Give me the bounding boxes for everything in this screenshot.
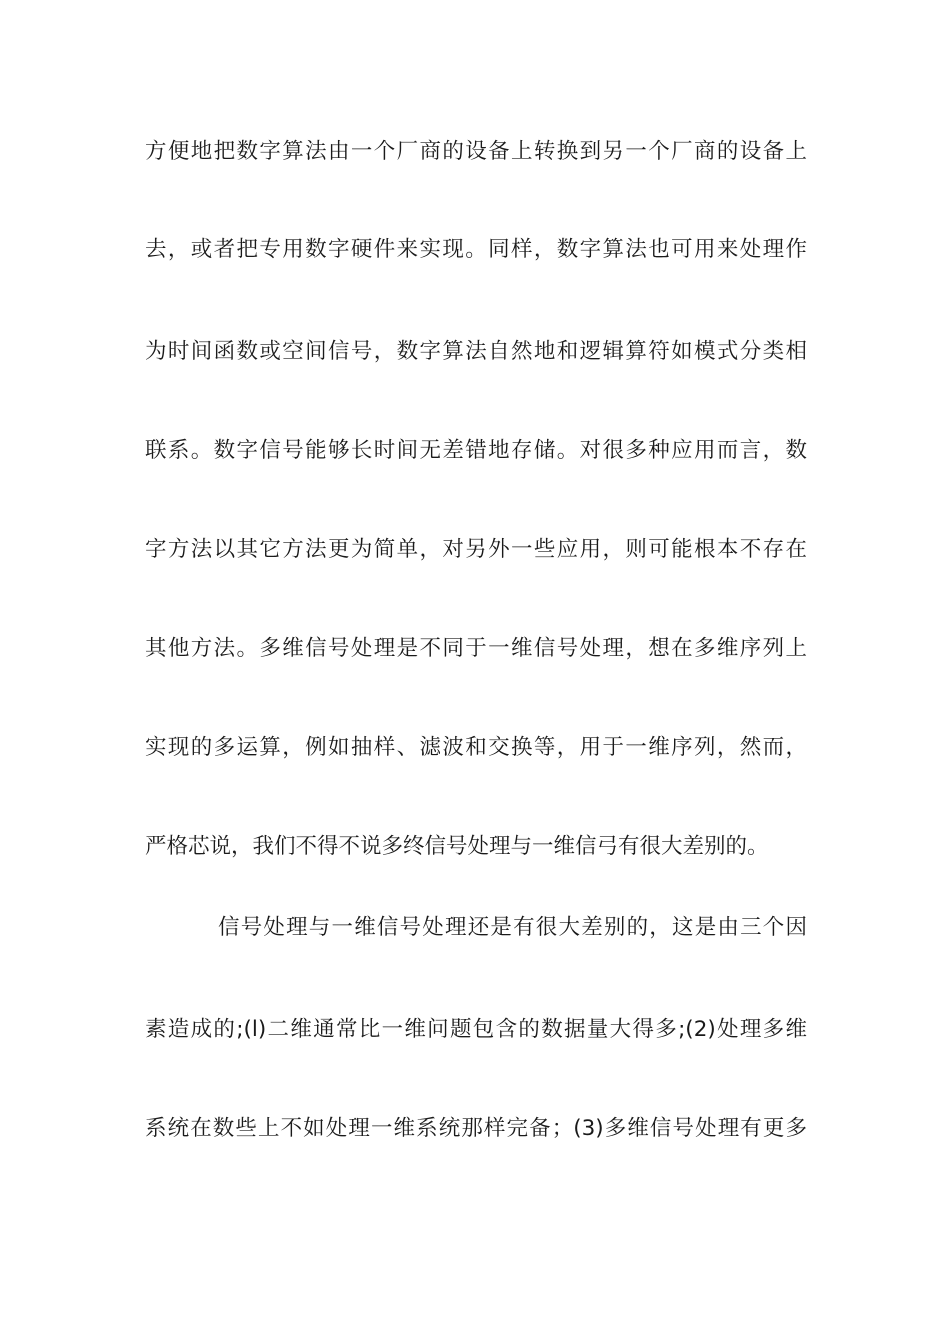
text-line-2: 去，或者把专用数字硬件来实现。同样，数字算法也可用来处理作 (145, 237, 807, 262)
text-line-7: 实现的多运算，例如抽样、滤波和交换等，用于一维序列，然而， (145, 735, 807, 760)
text-line-1: 方便地把数字算法由一个厂商的设备上转换到另一个厂商的设备上 (145, 139, 807, 164)
text-line-5: 字方法以其它方法更为简单，对另外一些应用，则可能根本不存在 (145, 537, 807, 562)
text-line-6: 其他方法。多维信号处理是不同于一维信号处理，想在多维序列上 (145, 636, 807, 661)
text-line-3: 为时间函数或空间信号，数字算法自然地和逻辑算符如模式分类相 (145, 339, 807, 364)
text-line-4: 联系。数字信号能够长时间无差错地存储。对很多种应用而言，数 (145, 438, 807, 463)
text-line-10: 素造成的;(l)二维通常比一维问题包含的数据量大得多;(2)处理多维 (145, 1017, 807, 1042)
text-line-8: 严格芯说，我们不得不说多终信号处理与一维信弓有很大差别的。 (145, 834, 769, 859)
text-line-11: 系统在数些上不如处理一维系统那样完备；(3)多维信号处理有更多 (145, 1116, 807, 1141)
text-line-9: 信号处理与一维信号处理还是有很大差别的，这是由三个因 (218, 915, 807, 940)
